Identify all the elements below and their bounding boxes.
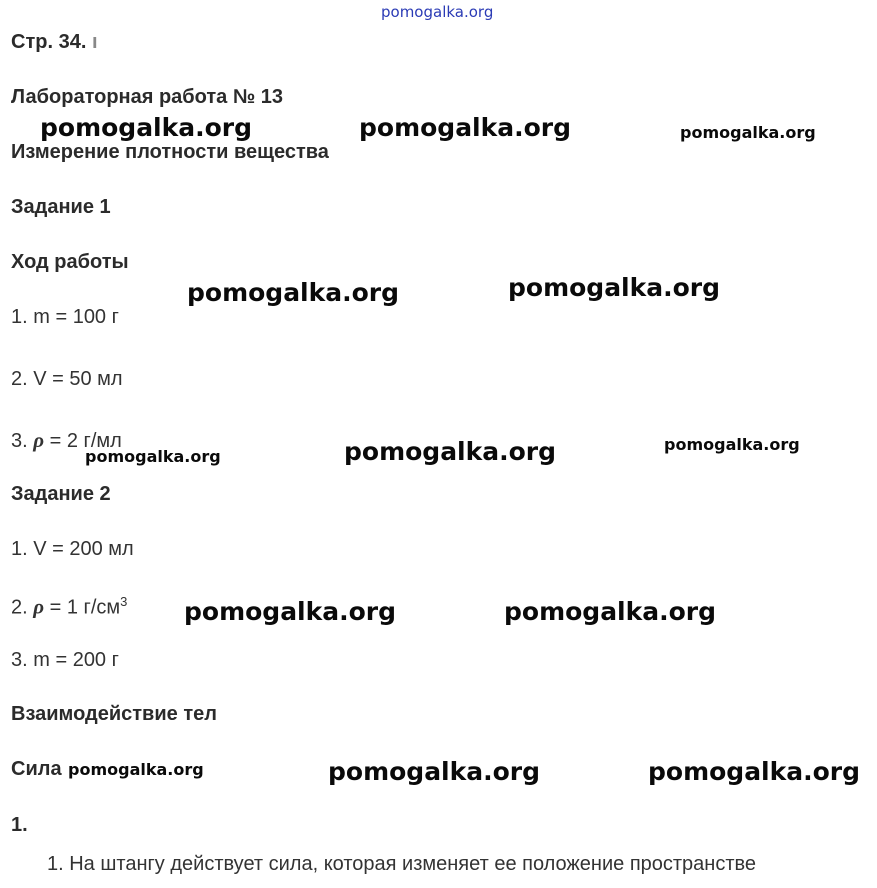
topic-heading: Измерение плотности вещества	[11, 141, 329, 163]
task-2-item-1: 1. V = 200 мл	[11, 538, 134, 560]
subsection-heading: Сила	[11, 758, 62, 780]
rho-symbol: ρ	[33, 428, 45, 452]
watermark: pomogalka.org	[680, 123, 816, 142]
item-value: = 2 г/мл	[49, 430, 122, 452]
task-1-item-2: 2. V = 50 мл	[11, 368, 123, 390]
question-number: 1.	[11, 814, 28, 836]
item-value: = 1 г/см	[49, 596, 121, 619]
watermark: pomogalka.org	[184, 597, 397, 626]
procedure-heading: Ход работы	[11, 251, 129, 273]
page-number	[11, 31, 98, 54]
task-1-heading: Задание 1	[11, 196, 111, 218]
watermark: pomogalka.org	[187, 278, 400, 307]
site-link[interactable]: pomogalka.org	[381, 3, 494, 21]
item-number: 3.	[11, 430, 28, 452]
task-2-item-2	[11, 594, 127, 620]
lab-title: Лабораторная работа № 13	[11, 86, 283, 108]
watermark: pomogalka.org	[328, 757, 541, 786]
rho-symbol: ρ	[33, 594, 45, 619]
section-heading: Взаимодействие тел	[11, 703, 217, 725]
page-number-text: Стр. 34.	[11, 31, 87, 53]
watermark: pomogalka.org	[664, 435, 800, 454]
watermark: pomogalka.org	[68, 760, 204, 779]
superscript: 3	[120, 594, 128, 609]
task-1-item-1: 1. m = 100 г	[11, 306, 119, 328]
watermark: pomogalka.org	[85, 447, 221, 466]
item-number: 2.	[11, 596, 28, 619]
page-mark: ı	[91, 31, 98, 53]
watermark: pomogalka.org	[504, 597, 717, 626]
task-2-heading: Задание 2	[11, 483, 111, 505]
task-2-item-3: 3. m = 200 г	[11, 649, 119, 671]
watermark: pomogalka.org	[648, 757, 861, 786]
watermark: pomogalka.org	[508, 273, 721, 302]
watermark: pomogalka.org	[359, 113, 572, 142]
watermark: pomogalka.org	[40, 113, 253, 142]
question-text: 1. На штангу действует сила, которая изменяет ее положение пространстве	[47, 853, 757, 875]
watermark: pomogalka.org	[344, 437, 557, 466]
